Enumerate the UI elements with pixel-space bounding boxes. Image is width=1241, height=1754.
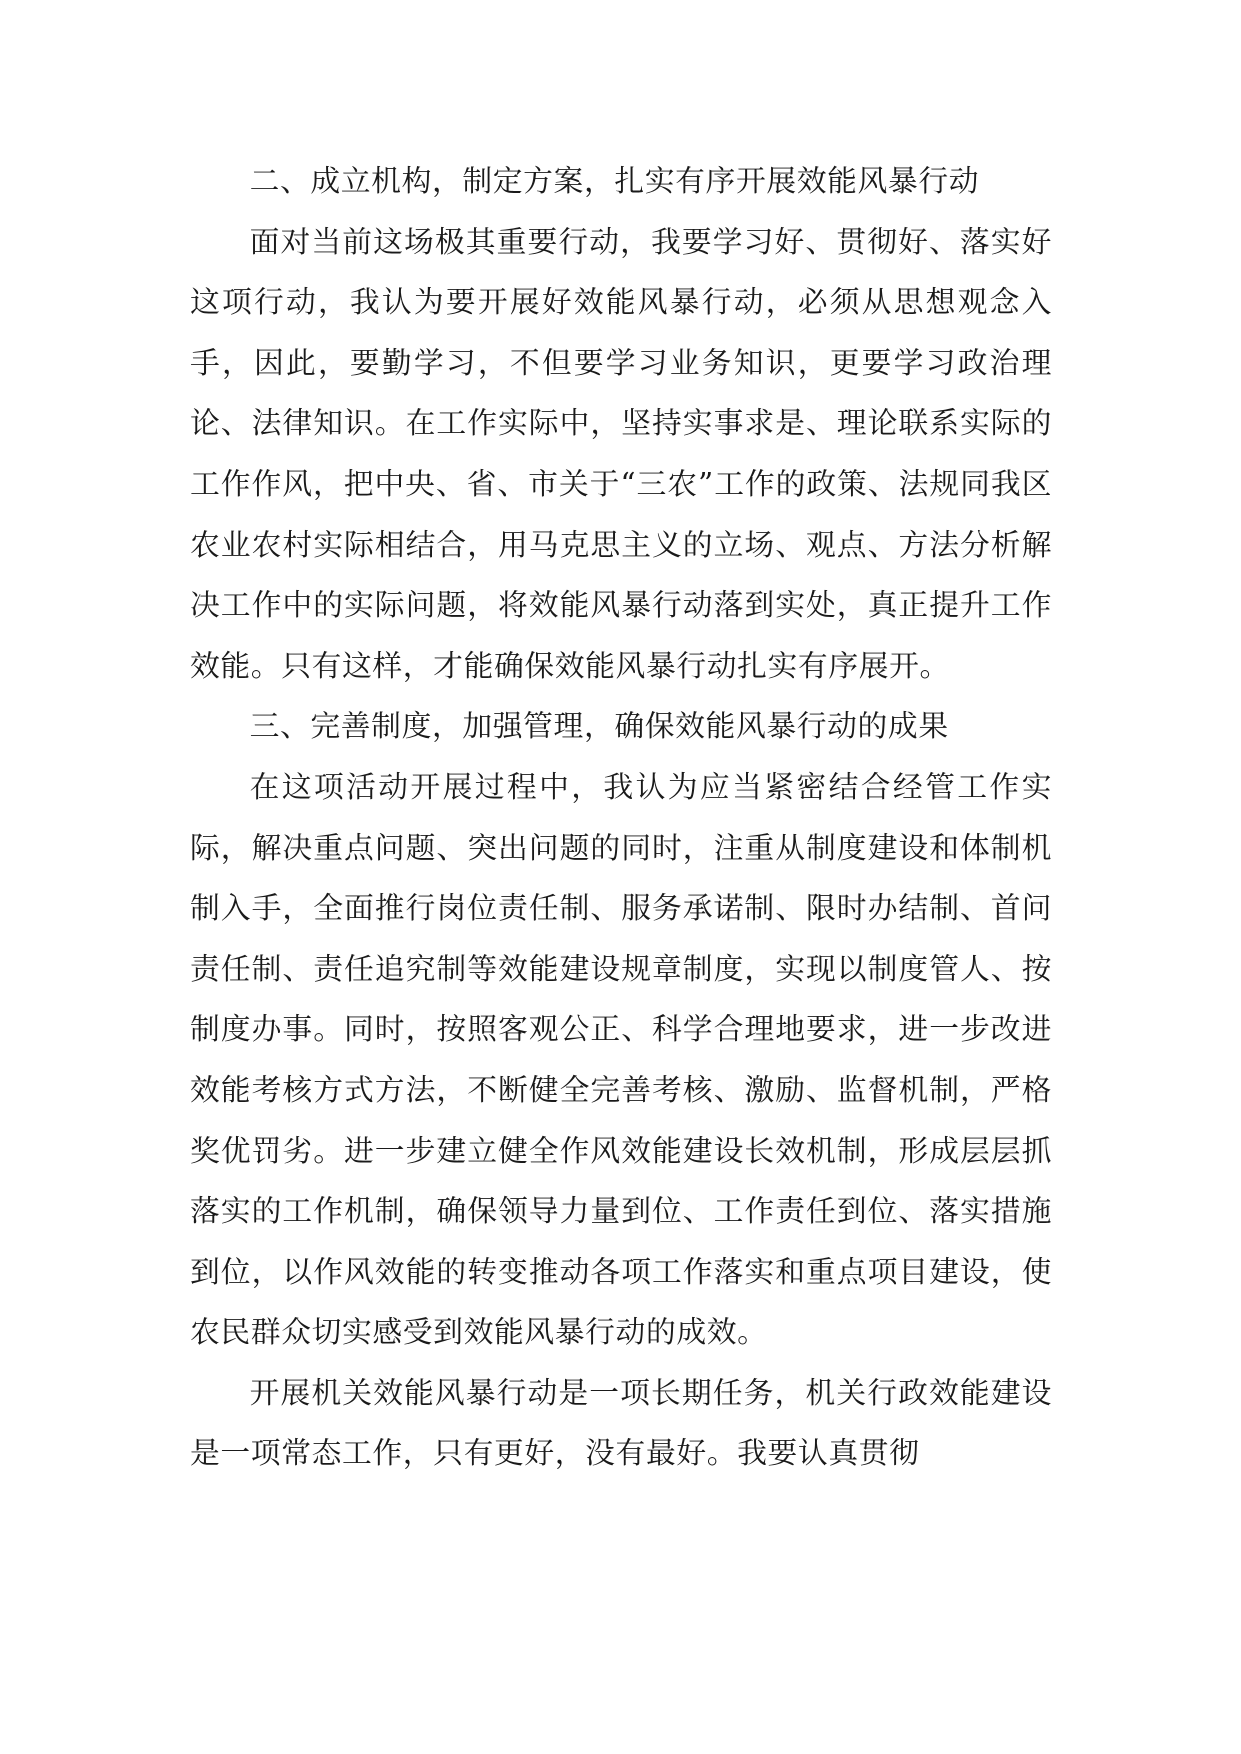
document-page	[190, 152, 1052, 1485]
section-body-three: 在这项活动开展过程中，我认为应当紧密结合经管工作实际，解决重点问题、突出问题的同时，注重从制度建设和体制机制入手，全面推行岗位责任制、服务承诺制、限时办结制、首问责任制、责任追究制等效能建设规章制度，实现以制度管人、按制度办事。同时，按照客观公正、科学合理地要求，进一步改进效能考核方式方法，不断健全完善考核、激励、监督机制，严格奖优罚劣。进一步建立健全作风效能建设长效机制，形成层层抓落实的工作机制，确保领导力量到位、工作责任到位、落实措施到位，以作风效能的转变推动各项工作落实和重点项目建设，使农民群众切实感受到效能风暴行动的成效。	[190, 769, 1052, 1351]
section-body-two: 面对当前这场极其重要行动，我要学习好、贯彻好、落实好这项行动，我认为要开展好效能风暴行动，必须从思想观念入手，因此，要勤学习，不但要学习业务知识，更要学习政治理论、法律知识。在工作实际中，坚持实事求是、理论联系实际的工作作风，把中央、省、市关于“三农”工作的政策、法规同我区农业农村实际相结合，用马克思主义的立场、观点、方法分析解决工作中的实际问题，将效能风暴行动落到实处，真正提升工作效能。只有这样，才能确保效能风暴行动扎实有序展开。	[190, 224, 1052, 684]
section-heading-two: 二、成立机构，制定方案，扎实有序开展效能风暴行动	[249, 164, 980, 199]
section-heading-three: 三、完善制度，加强管理，确保效能风暴行动的成果	[249, 709, 949, 745]
closing-paragraph: 开展机关效能风暴行动是一项长期任务，机关行政效能建设是一项常态工作，只有更好，没有最好。我要认真贯彻	[190, 1375, 1052, 1472]
